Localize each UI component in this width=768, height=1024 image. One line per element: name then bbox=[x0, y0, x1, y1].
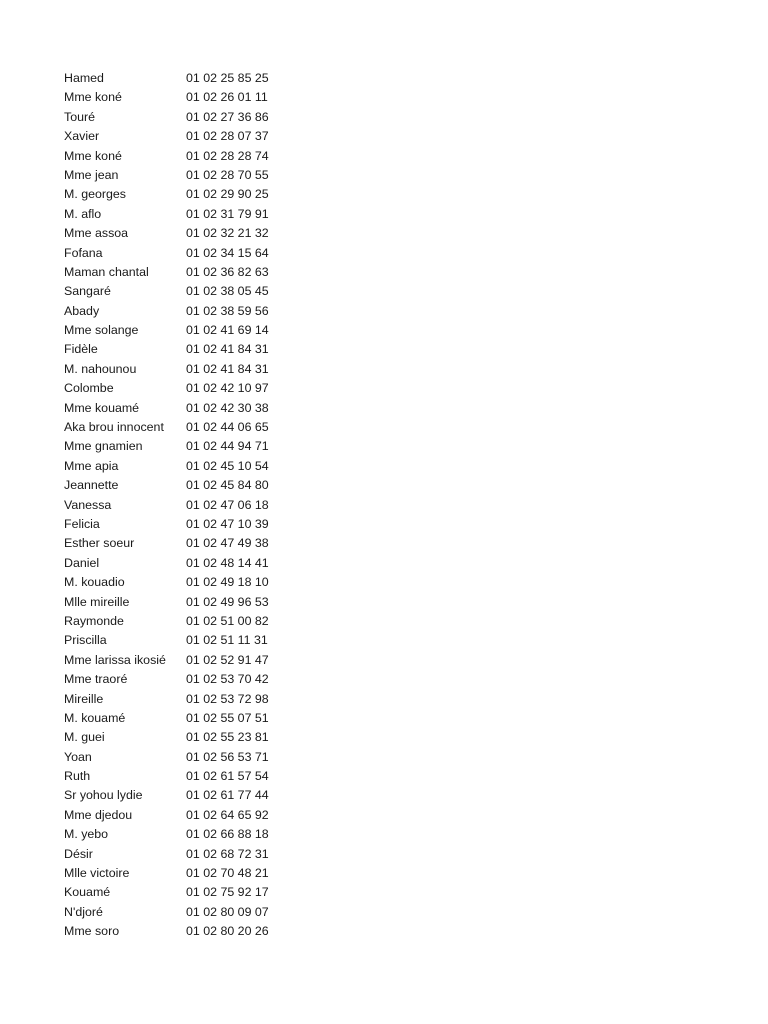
contact-name: Mlle mireille bbox=[64, 594, 130, 609]
contact-name: Fidèle bbox=[64, 342, 98, 357]
contact-name: Esther soeur bbox=[64, 536, 135, 551]
contact-phone: 01 02 51 00 82 bbox=[186, 613, 269, 628]
contact-phone: 01 02 53 70 42 bbox=[186, 672, 269, 687]
contact-row bbox=[64, 263, 296, 282]
contact-name: Mme jean bbox=[64, 167, 119, 182]
contact-phone: 01 02 48 14 41 bbox=[186, 555, 269, 570]
contact-name: Mme larissa ikosié bbox=[64, 652, 166, 667]
contact-name: Kouamé bbox=[64, 885, 111, 900]
contact-name: Priscilla bbox=[64, 633, 107, 648]
contact-phone: 01 02 52 91 47 bbox=[186, 652, 269, 667]
contact-name: Xavier bbox=[64, 129, 100, 144]
contact-phone: 01 02 38 05 45 bbox=[186, 284, 269, 299]
contact-name: Felicia bbox=[64, 516, 100, 531]
contact-row bbox=[64, 670, 296, 689]
contact-row bbox=[64, 728, 296, 747]
contact-row bbox=[64, 127, 296, 146]
contact-name: Mme koné bbox=[64, 148, 122, 163]
contact-name: Mireille bbox=[64, 691, 104, 706]
contact-name: Sangaré bbox=[64, 284, 111, 299]
contact-name: Mme djedou bbox=[64, 807, 133, 822]
contact-row bbox=[64, 903, 296, 922]
contact-list bbox=[64, 69, 296, 942]
contact-name: N'djoré bbox=[64, 904, 103, 919]
contact-name: M. kouamé bbox=[64, 710, 126, 725]
contact-row bbox=[64, 883, 296, 902]
contact-name: Mme kouamé bbox=[64, 400, 140, 415]
contact-row bbox=[64, 593, 296, 612]
contact-phone: 01 02 55 23 81 bbox=[186, 730, 269, 745]
contact-name: Aka brou innocent bbox=[64, 420, 164, 435]
contact-phone: 01 02 41 84 31 bbox=[186, 361, 269, 376]
contact-phone: 01 02 28 28 74 bbox=[186, 148, 269, 163]
contact-row bbox=[64, 340, 296, 359]
contact-row bbox=[64, 224, 296, 243]
contact-name: Mme apia bbox=[64, 458, 119, 473]
contact-name: Vanessa bbox=[64, 497, 112, 512]
contact-row bbox=[64, 845, 296, 864]
contact-name: M. guei bbox=[64, 730, 105, 745]
contact-phone: 01 02 45 10 54 bbox=[186, 458, 269, 473]
contact-row bbox=[64, 496, 296, 515]
contact-row bbox=[64, 786, 296, 805]
contact-phone: 01 02 49 96 53 bbox=[186, 594, 269, 609]
contact-name: Mme soro bbox=[64, 924, 120, 939]
contact-row bbox=[64, 554, 296, 573]
contact-row bbox=[64, 437, 296, 456]
contact-phone: 01 02 47 10 39 bbox=[186, 516, 269, 531]
contact-phone: 01 02 41 84 31 bbox=[186, 342, 269, 357]
contact-name: Maman chantal bbox=[64, 264, 149, 279]
contact-phone: 01 02 70 48 21 bbox=[186, 866, 269, 881]
contact-phone: 01 02 41 69 14 bbox=[186, 323, 269, 338]
contact-row bbox=[64, 108, 296, 127]
contact-row bbox=[64, 302, 296, 321]
contact-phone: 01 02 55 07 51 bbox=[186, 710, 269, 725]
contact-phone: 01 02 47 49 38 bbox=[186, 536, 269, 551]
contact-row bbox=[64, 825, 296, 844]
contact-name: Raymonde bbox=[64, 613, 124, 628]
contact-phone: 01 02 42 10 97 bbox=[186, 381, 269, 396]
contact-name: M. kouadio bbox=[64, 575, 125, 590]
contact-row bbox=[64, 69, 296, 88]
contact-phone: 01 02 28 07 37 bbox=[186, 129, 269, 144]
contact-name: Désir bbox=[64, 846, 93, 861]
contact-row bbox=[64, 457, 296, 476]
contact-row bbox=[64, 806, 296, 825]
contact-name: Mme koné bbox=[64, 90, 122, 105]
contact-row bbox=[64, 476, 296, 495]
contact-phone: 01 02 42 30 38 bbox=[186, 400, 269, 415]
contact-row bbox=[64, 321, 296, 340]
contact-row bbox=[64, 534, 296, 553]
contact-phone: 01 02 68 72 31 bbox=[186, 846, 269, 861]
contact-row bbox=[64, 748, 296, 767]
contact-name: M. georges bbox=[64, 187, 126, 202]
contact-name: Daniel bbox=[64, 555, 100, 570]
contact-phone: 01 02 49 18 10 bbox=[186, 575, 269, 590]
contact-name: Colombe bbox=[64, 381, 114, 396]
contact-name: Mlle victoire bbox=[64, 866, 130, 881]
contact-name: Ruth bbox=[64, 769, 91, 784]
contact-phone: 01 02 36 82 63 bbox=[186, 264, 269, 279]
contact-name: M. aflo bbox=[64, 206, 102, 221]
contact-row bbox=[64, 631, 296, 650]
contact-phone: 01 02 32 21 32 bbox=[186, 226, 269, 241]
contact-row bbox=[64, 418, 296, 437]
contact-row bbox=[64, 864, 296, 883]
contact-name: Hamed bbox=[64, 71, 104, 85]
contact-phone: 01 02 53 72 98 bbox=[186, 691, 269, 706]
contact-row bbox=[64, 205, 296, 224]
contact-name: Touré bbox=[64, 109, 95, 124]
contact-phone: 01 02 56 53 71 bbox=[186, 749, 269, 764]
contact-row bbox=[64, 147, 296, 166]
contact-phone: 01 02 80 20 26 bbox=[186, 924, 269, 939]
contact-row bbox=[64, 922, 296, 941]
contact-name: Fofana bbox=[64, 245, 103, 260]
contact-name: Mme assoa bbox=[64, 226, 129, 241]
contact-row bbox=[64, 690, 296, 709]
contact-row bbox=[64, 244, 296, 263]
contact-row bbox=[64, 88, 296, 107]
contact-row bbox=[64, 399, 296, 418]
contact-phone: 01 02 61 77 44 bbox=[186, 788, 269, 803]
contact-phone: 01 02 38 59 56 bbox=[186, 303, 269, 318]
contact-phone: 01 02 64 65 92 bbox=[186, 807, 269, 822]
contact-row bbox=[64, 612, 296, 631]
contact-phone: 01 02 44 94 71 bbox=[186, 439, 269, 454]
contact-row bbox=[64, 185, 296, 204]
contact-row bbox=[64, 166, 296, 185]
contact-name: Sr yohou lydie bbox=[64, 788, 143, 803]
contact-name: M. nahounou bbox=[64, 361, 137, 376]
contact-row bbox=[64, 379, 296, 398]
contact-phone: 01 02 66 88 18 bbox=[186, 827, 269, 842]
contact-name: Mme traoré bbox=[64, 672, 128, 687]
contact-phone: 01 02 26 01 11 bbox=[186, 90, 268, 105]
contact-name: Mme solange bbox=[64, 323, 139, 338]
contact-name: M. yebo bbox=[64, 827, 109, 842]
contact-phone: 01 02 25 85 25 bbox=[186, 71, 269, 85]
contact-phone: 01 02 34 15 64 bbox=[186, 245, 269, 260]
contact-name: Jeannette bbox=[64, 478, 119, 493]
contact-phone: 01 02 75 92 17 bbox=[186, 885, 269, 900]
contact-phone: 01 02 27 36 86 bbox=[186, 109, 269, 124]
contact-phone: 01 02 51 11 31 bbox=[186, 633, 268, 648]
contact-phone: 01 02 80 09 07 bbox=[186, 904, 269, 919]
contact-phone: 01 02 44 06 65 bbox=[186, 420, 269, 435]
contact-row bbox=[64, 360, 296, 379]
contact-phone: 01 02 45 84 80 bbox=[186, 478, 269, 493]
contact-row bbox=[64, 515, 296, 534]
contact-row bbox=[64, 767, 296, 786]
contact-name: Abady bbox=[64, 303, 100, 318]
contact-phone: 01 02 47 06 18 bbox=[186, 497, 269, 512]
contact-row bbox=[64, 282, 296, 301]
contact-row bbox=[64, 709, 296, 728]
contact-row bbox=[64, 651, 296, 670]
contact-name: Mme gnamien bbox=[64, 439, 143, 454]
contact-phone: 01 02 61 57 54 bbox=[186, 769, 269, 784]
contact-phone: 01 02 31 79 91 bbox=[186, 206, 269, 221]
contact-row bbox=[64, 573, 296, 592]
contact-phone: 01 02 29 90 25 bbox=[186, 187, 269, 202]
contact-name: Yoan bbox=[64, 749, 92, 764]
contact-phone: 01 02 28 70 55 bbox=[186, 167, 269, 182]
